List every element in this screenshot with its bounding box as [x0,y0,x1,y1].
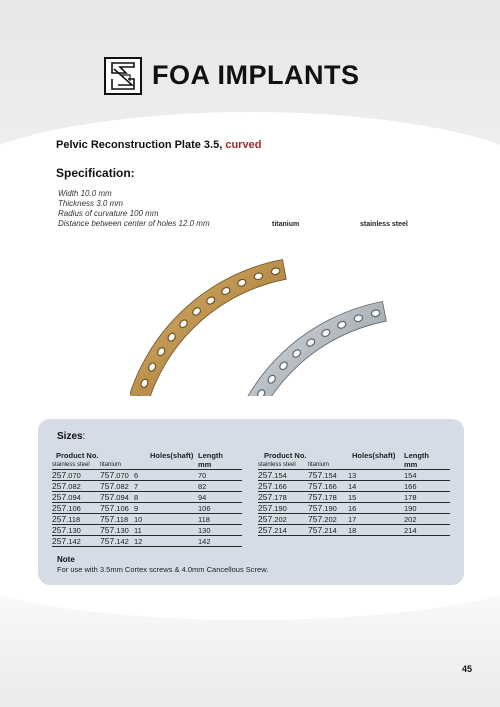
holes-value: 10 [134,514,198,525]
stainless-code: 257.082 [52,481,100,492]
header-length-unit: mm [404,460,418,469]
titanium-code: 757.118 [100,514,134,525]
sizes-table-right [258,451,450,536]
specification-title: Specification: [56,166,135,180]
spec-item: Radius of curvature 100 mm [58,209,159,218]
titanium-code: 757.142 [100,536,134,547]
table-row [52,536,242,547]
header-holes: Holes(shaft) [150,451,194,460]
holes-value: 7 [134,481,198,492]
subheader-stainless: stainless steel [52,461,90,468]
subheader-stainless: stainless steel [258,461,296,468]
table-row [52,470,242,481]
stainless-code: 257.130 [52,525,100,536]
note-title: Note [57,555,75,564]
stainless-code: 257.106 [52,503,100,514]
holes-value: 15 [348,492,404,503]
table-row [258,492,450,503]
length-value: 94 [198,492,242,503]
stainless-code: 257.178 [258,492,308,503]
table-row [258,525,450,536]
table-row [52,481,242,492]
table-row [258,503,450,514]
table-row [52,514,242,525]
stainless-label: stainless steel [360,221,408,228]
length-value: 202 [404,514,450,525]
stainless-code: 257.118 [52,514,100,525]
table-row [258,514,450,525]
length-value: 178 [404,492,450,503]
holes-value: 11 [134,525,198,536]
titanium-code: 757.214 [308,525,348,536]
product-title-accent: curved [225,139,262,151]
holes-value: 8 [134,492,198,503]
table-row [52,492,242,503]
length-value: 70 [198,470,242,481]
titanium-code: 757.070 [100,470,134,481]
titanium-code: 757.130 [100,525,134,536]
stainless-code: 257.154 [258,470,308,481]
length-value: 130 [198,525,242,536]
titanium-code: 757.166 [308,481,348,492]
titanium-code: 757.106 [100,503,134,514]
table-row [52,503,242,514]
header-holes: Holes(shaft) [352,451,396,460]
stainless-code: 257.214 [258,525,308,536]
titanium-label: titanium [272,221,300,228]
holes-value: 16 [348,503,404,514]
titanium-code: 757.094 [100,492,134,503]
sizes-title [57,431,85,442]
titanium-code: 757.178 [308,492,348,503]
length-value: 82 [198,481,242,492]
stainless-code: 257.202 [258,514,308,525]
header-product-no: Product No. [56,451,99,460]
holes-value: 6 [134,470,198,481]
page-number: 45 [462,664,473,674]
holes-value: 9 [134,503,198,514]
product-title [56,139,261,151]
table-row [258,481,450,492]
table-row [258,470,450,481]
length-value: 190 [404,503,450,514]
titanium-code: 757.202 [308,514,348,525]
titanium-code: 757.082 [100,481,134,492]
stainless-code: 257.142 [52,536,100,547]
brand-title: FOA IMPLANTS [152,60,360,90]
specification-list [58,189,210,229]
stainless-code: 257.070 [52,470,100,481]
holes-value: 14 [348,481,404,492]
stainless-code: 257.190 [258,503,308,514]
sizes-title-text: Sizes [57,431,83,442]
header-length: Length [198,451,223,460]
spec-item: Thickness 3.0 mm [58,199,123,208]
sizes-table-left [52,451,242,547]
stainless-steel-plate [226,302,386,396]
holes-value: 18 [348,525,404,536]
header-length: Length [404,451,429,460]
length-value: 154 [404,470,450,481]
header-product-no: Product No. [264,451,307,460]
fs-logo-icon [104,57,142,95]
length-value: 166 [404,481,450,492]
length-value: 142 [198,536,242,547]
holes-value: 17 [348,514,404,525]
spec-item: Width 10.0 mm [58,189,112,198]
subheader-titanium: titanium [100,461,122,468]
plates-illustration [130,246,430,396]
sizes-title-colon: : [82,431,86,442]
stainless-code: 257.094 [52,492,100,503]
note-text: For use with 3.5mm Cortex screws & 4.0mm Cancellous Screw. [57,565,269,574]
subheader-titanium: titanium [308,461,330,468]
stainless-code: 257.166 [258,481,308,492]
spec-item: Distance between center of holes 12.0 mm [58,219,210,228]
titanium-code: 757.190 [308,503,348,514]
product-title-main: Pelvic Reconstruction Plate 3.5, [56,139,226,151]
length-value: 118 [198,514,242,525]
header-length-unit: mm [198,460,212,469]
table-row [52,525,242,536]
titanium-code: 757.154 [308,470,348,481]
holes-value: 13 [348,470,404,481]
length-value: 214 [404,525,450,536]
holes-value: 12 [134,536,198,547]
plates-svg [130,246,430,396]
length-value: 106 [198,503,242,514]
